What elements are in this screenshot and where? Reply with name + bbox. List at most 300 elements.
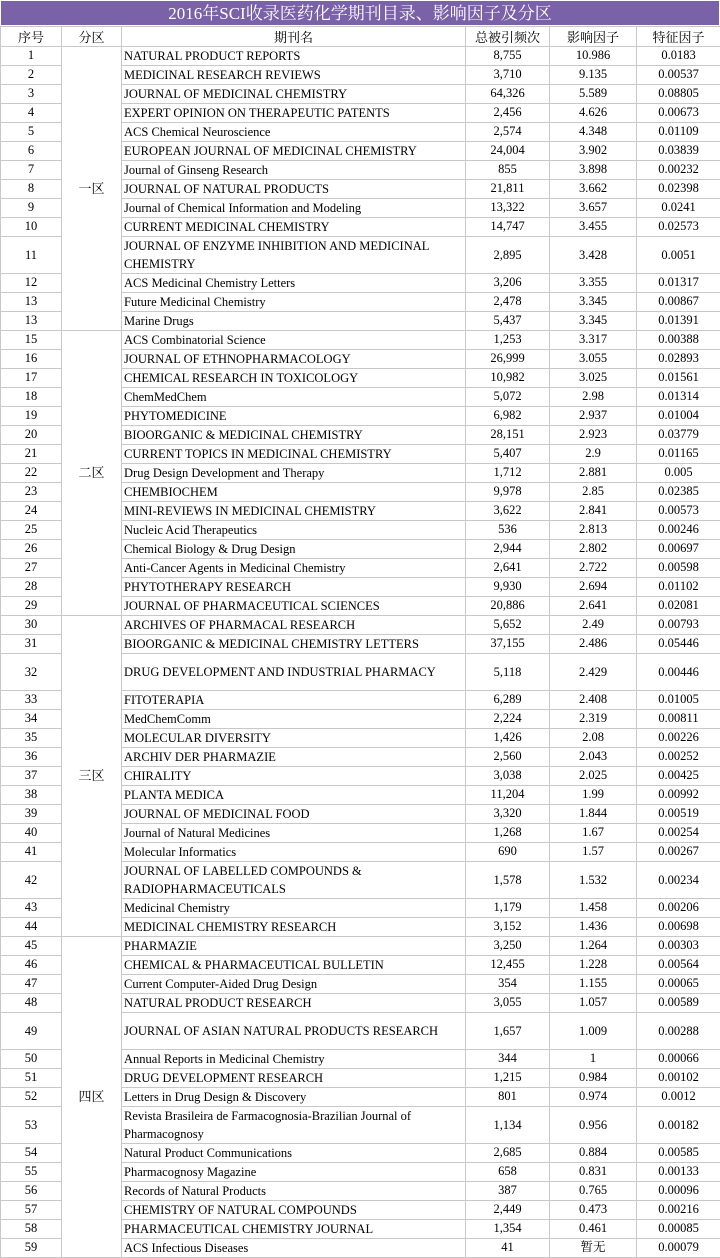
row-index: 15	[1, 331, 62, 350]
impact-factor: 2.49	[550, 616, 637, 635]
impact-factor: 0.974	[550, 1088, 637, 1107]
journal-name: FITOTERAPIA	[122, 691, 466, 710]
row-index: 53	[1, 1107, 62, 1144]
impact-factor: 1.532	[550, 862, 637, 899]
impact-factor: 2.98	[550, 388, 637, 407]
journal-table	[0, 26, 720, 1258]
row-index: 20	[1, 426, 62, 445]
row-index: 21	[1, 445, 62, 464]
row-index: 2	[1, 66, 62, 85]
eigenfactor: 0.00519	[637, 805, 720, 824]
journal-name: EUROPEAN JOURNAL OF MEDICINAL CHEMISTRY	[122, 142, 466, 161]
impact-factor: 2.429	[550, 654, 637, 691]
impact-factor: 2.408	[550, 691, 637, 710]
row-index: 36	[1, 748, 62, 767]
eigenfactor: 0.00573	[637, 502, 720, 521]
total-cites: 26,999	[466, 350, 550, 369]
eigenfactor: 0.00589	[637, 994, 720, 1013]
total-cites: 11,204	[466, 786, 550, 805]
impact-factor: 2.025	[550, 767, 637, 786]
total-cites: 2,449	[466, 1201, 550, 1220]
impact-factor: 1.67	[550, 824, 637, 843]
total-cites: 6,289	[466, 691, 550, 710]
journal-name: JOURNAL OF NATURAL PRODUCTS	[122, 180, 466, 199]
impact-factor: 2.722	[550, 559, 637, 578]
row-index: 52	[1, 1088, 62, 1107]
row-index: 45	[1, 937, 62, 956]
row-index: 10	[1, 218, 62, 237]
eigenfactor: 0.00102	[637, 1069, 720, 1088]
row-index: 47	[1, 975, 62, 994]
impact-factor: 1.264	[550, 937, 637, 956]
row-index: 6	[1, 142, 62, 161]
row-index: 31	[1, 635, 62, 654]
impact-factor: 2.841	[550, 502, 637, 521]
total-cites: 2,574	[466, 123, 550, 142]
eigenfactor: 0.00232	[637, 161, 720, 180]
row-index: 13	[1, 312, 62, 331]
impact-factor: 1.228	[550, 956, 637, 975]
row-index: 3	[1, 85, 62, 104]
row-index: 22	[1, 464, 62, 483]
journal-name: Annual Reports in Medicinal Chemistry	[122, 1050, 466, 1069]
impact-factor: 2.881	[550, 464, 637, 483]
journal-name: Revista Brasileira de Farmacognosia-Brazilian Journal of Pharmacognosy	[122, 1107, 466, 1144]
impact-factor: 2.043	[550, 748, 637, 767]
impact-factor: 暂无	[550, 1239, 637, 1258]
row-index: 40	[1, 824, 62, 843]
total-cites: 2,641	[466, 559, 550, 578]
impact-factor: 4.626	[550, 104, 637, 123]
journal-name: ACS Medicinal Chemistry Letters	[122, 274, 466, 293]
impact-factor: 3.355	[550, 274, 637, 293]
journal-name: PHYTOTHERAPY RESEARCH	[122, 578, 466, 597]
total-cites: 10,982	[466, 369, 550, 388]
row-index: 57	[1, 1201, 62, 1220]
zone-label: 四区	[62, 937, 122, 1258]
total-cites: 1,179	[466, 899, 550, 918]
row-index: 49	[1, 1013, 62, 1050]
row-index: 59	[1, 1239, 62, 1258]
row-index: 18	[1, 388, 62, 407]
eigenfactor: 0.00673	[637, 104, 720, 123]
impact-factor: 4.348	[550, 123, 637, 142]
journal-name: MEDICINAL CHEMISTRY RESEARCH	[122, 918, 466, 937]
total-cites: 3,320	[466, 805, 550, 824]
eigenfactor: 0.01005	[637, 691, 720, 710]
impact-factor: 3.428	[550, 237, 637, 274]
eigenfactor: 0.00133	[637, 1163, 720, 1182]
row-index: 12	[1, 274, 62, 293]
total-cites: 13,322	[466, 199, 550, 218]
journal-name: CURRENT MEDICINAL CHEMISTRY	[122, 218, 466, 237]
row-index: 1	[1, 47, 62, 66]
header-impact-factor: 影响因子	[550, 27, 637, 47]
total-cites: 41	[466, 1239, 550, 1258]
journal-name: ARCHIV DER PHARMAZIE	[122, 748, 466, 767]
row-index: 51	[1, 1069, 62, 1088]
eigenfactor: 0.00811	[637, 710, 720, 729]
eigenfactor: 0.02385	[637, 483, 720, 502]
total-cites: 8,755	[466, 47, 550, 66]
journal-name: Drug Design Development and Therapy	[122, 464, 466, 483]
row-index: 11	[1, 237, 62, 274]
row-index: 54	[1, 1144, 62, 1163]
row-index: 19	[1, 407, 62, 426]
impact-factor: 0.831	[550, 1163, 637, 1182]
row-index: 25	[1, 521, 62, 540]
journal-name: JOURNAL OF LABELLED COMPOUNDS & RADIOPHARMACEUTICALS	[122, 862, 466, 899]
impact-factor: 0.461	[550, 1220, 637, 1239]
header-zone: 分区	[62, 27, 122, 47]
impact-factor: 0.956	[550, 1107, 637, 1144]
row-index: 42	[1, 862, 62, 899]
row-index: 13	[1, 293, 62, 312]
eigenfactor: 0.00537	[637, 66, 720, 85]
total-cites: 1,354	[466, 1220, 550, 1239]
impact-factor: 1.057	[550, 994, 637, 1013]
eigenfactor: 0.02893	[637, 350, 720, 369]
row-index: 9	[1, 199, 62, 218]
journal-name: BIOORGANIC & MEDICINAL CHEMISTRY LETTERS	[122, 635, 466, 654]
impact-factor: 3.455	[550, 218, 637, 237]
eigenfactor: 0.0183	[637, 47, 720, 66]
row-index: 48	[1, 994, 62, 1013]
row-index: 24	[1, 502, 62, 521]
journal-name: Molecular Informatics	[122, 843, 466, 862]
eigenfactor: 0.02081	[637, 597, 720, 616]
impact-factor: 2.937	[550, 407, 637, 426]
impact-factor: 3.902	[550, 142, 637, 161]
eigenfactor: 0.00585	[637, 1144, 720, 1163]
eigenfactor: 0.00065	[637, 975, 720, 994]
journal-name: JOURNAL OF ETHNOPHARMACOLOGY	[122, 350, 466, 369]
table-row	[1, 616, 720, 635]
journal-name: DRUG DEVELOPMENT AND INDUSTRIAL PHARMACY	[122, 654, 466, 691]
eigenfactor: 0.00079	[637, 1239, 720, 1258]
journal-name: Natural Product Communications	[122, 1144, 466, 1163]
row-index: 16	[1, 350, 62, 369]
row-index: 39	[1, 805, 62, 824]
eigenfactor: 0.00254	[637, 824, 720, 843]
total-cites: 801	[466, 1088, 550, 1107]
row-index: 43	[1, 899, 62, 918]
impact-factor: 3.898	[550, 161, 637, 180]
total-cites: 344	[466, 1050, 550, 1069]
total-cites: 1,426	[466, 729, 550, 748]
journal-name: JOURNAL OF MEDICINAL FOOD	[122, 805, 466, 824]
journal-name: MOLECULAR DIVERSITY	[122, 729, 466, 748]
eigenfactor: 0.00226	[637, 729, 720, 748]
eigenfactor: 0.00697	[637, 540, 720, 559]
eigenfactor: 0.01317	[637, 274, 720, 293]
eigenfactor: 0.0241	[637, 199, 720, 218]
eigenfactor: 0.00234	[637, 862, 720, 899]
impact-factor: 1.844	[550, 805, 637, 824]
journal-name: JOURNAL OF MEDICINAL CHEMISTRY	[122, 85, 466, 104]
total-cites: 2,478	[466, 293, 550, 312]
impact-factor: 2.319	[550, 710, 637, 729]
total-cites: 2,456	[466, 104, 550, 123]
total-cites: 1,215	[466, 1069, 550, 1088]
eigenfactor: 0.00303	[637, 937, 720, 956]
impact-factor: 2.08	[550, 729, 637, 748]
eigenfactor: 0.00992	[637, 786, 720, 805]
table-row	[1, 47, 720, 66]
impact-factor: 3.345	[550, 293, 637, 312]
total-cites: 1,268	[466, 824, 550, 843]
journal-name: ACS Infectious Diseases	[122, 1239, 466, 1258]
journal-name: MedChemComm	[122, 710, 466, 729]
impact-factor: 2.694	[550, 578, 637, 597]
total-cites: 2,560	[466, 748, 550, 767]
eigenfactor: 0.02573	[637, 218, 720, 237]
journal-name: MINI-REVIEWS IN MEDICINAL CHEMISTRY	[122, 502, 466, 521]
impact-factor: 2.802	[550, 540, 637, 559]
impact-factor: 1.155	[550, 975, 637, 994]
total-cites: 1,712	[466, 464, 550, 483]
total-cites: 9,978	[466, 483, 550, 502]
journal-name: PHARMACEUTICAL CHEMISTRY JOURNAL	[122, 1220, 466, 1239]
impact-factor: 1.99	[550, 786, 637, 805]
journal-name: Future Medicinal Chemistry	[122, 293, 466, 312]
total-cites: 1,134	[466, 1107, 550, 1144]
eigenfactor: 0.00598	[637, 559, 720, 578]
impact-factor: 3.055	[550, 350, 637, 369]
journal-name: Journal of Natural Medicines	[122, 824, 466, 843]
total-cites: 12,455	[466, 956, 550, 975]
eigenfactor: 0.01165	[637, 445, 720, 464]
header-index: 序号	[1, 27, 62, 47]
total-cites: 1,253	[466, 331, 550, 350]
header-row	[1, 27, 720, 47]
impact-factor: 3.345	[550, 312, 637, 331]
row-index: 46	[1, 956, 62, 975]
row-index: 26	[1, 540, 62, 559]
journal-name: JOURNAL OF PHARMACEUTICAL SCIENCES	[122, 597, 466, 616]
journal-name: NATURAL PRODUCT RESEARCH	[122, 994, 466, 1013]
eigenfactor: 0.00252	[637, 748, 720, 767]
eigenfactor: 0.00085	[637, 1220, 720, 1239]
eigenfactor: 0.00246	[637, 521, 720, 540]
journal-name: CHEMICAL & PHARMACEUTICAL BULLETIN	[122, 956, 466, 975]
total-cites: 9,930	[466, 578, 550, 597]
impact-factor: 2.486	[550, 635, 637, 654]
total-cites: 6,982	[466, 407, 550, 426]
journal-name: CURRENT TOPICS IN MEDICINAL CHEMISTRY	[122, 445, 466, 464]
eigenfactor: 0.00564	[637, 956, 720, 975]
journal-name: Pharmacognosy Magazine	[122, 1163, 466, 1182]
table-body	[1, 47, 720, 1258]
journal-name: Records of Natural Products	[122, 1182, 466, 1201]
total-cites: 14,747	[466, 218, 550, 237]
journal-name: CHEMISTRY OF NATURAL COMPOUNDS	[122, 1201, 466, 1220]
journal-name: PLANTA MEDICA	[122, 786, 466, 805]
impact-factor: 0.473	[550, 1201, 637, 1220]
impact-factor: 1.009	[550, 1013, 637, 1050]
eigenfactor: 0.00267	[637, 843, 720, 862]
total-cites: 658	[466, 1163, 550, 1182]
impact-factor: 10.986	[550, 47, 637, 66]
header-total-cites: 总被引频次	[466, 27, 550, 47]
journal-name: JOURNAL OF ASIAN NATURAL PRODUCTS RESEARCH	[122, 1013, 466, 1050]
impact-factor: 5.589	[550, 85, 637, 104]
eigenfactor: 0.08805	[637, 85, 720, 104]
row-index: 17	[1, 369, 62, 388]
journal-name: ACS Chemical Neuroscience	[122, 123, 466, 142]
eigenfactor: 0.00867	[637, 293, 720, 312]
journal-name: ARCHIVES OF PHARMACAL RESEARCH	[122, 616, 466, 635]
total-cites: 1,657	[466, 1013, 550, 1050]
table-row	[1, 937, 720, 956]
eigenfactor: 0.00446	[637, 654, 720, 691]
total-cites: 3,152	[466, 918, 550, 937]
eigenfactor: 0.02398	[637, 180, 720, 199]
eigenfactor: 0.00216	[637, 1201, 720, 1220]
page-title: 2016年SCI收录医药化学期刊目录、影响因子及分区	[0, 0, 720, 26]
impact-factor: 1.436	[550, 918, 637, 937]
eigenfactor: 0.00288	[637, 1013, 720, 1050]
journal-name: CHEMICAL RESEARCH IN TOXICOLOGY	[122, 369, 466, 388]
row-index: 55	[1, 1163, 62, 1182]
total-cites: 21,811	[466, 180, 550, 199]
total-cites: 37,155	[466, 635, 550, 654]
journal-name: Anti-Cancer Agents in Medicinal Chemistry	[122, 559, 466, 578]
eigenfactor: 0.00425	[637, 767, 720, 786]
row-index: 33	[1, 691, 62, 710]
total-cites: 5,407	[466, 445, 550, 464]
total-cites: 3,055	[466, 994, 550, 1013]
eigenfactor: 0.0012	[637, 1088, 720, 1107]
total-cites: 2,944	[466, 540, 550, 559]
impact-factor: 2.641	[550, 597, 637, 616]
total-cites: 3,710	[466, 66, 550, 85]
impact-factor: 1.458	[550, 899, 637, 918]
total-cites: 3,622	[466, 502, 550, 521]
journal-name: Nucleic Acid Therapeutics	[122, 521, 466, 540]
eigenfactor: 0.00182	[637, 1107, 720, 1144]
eigenfactor: 0.03839	[637, 142, 720, 161]
impact-factor: 1	[550, 1050, 637, 1069]
total-cites: 5,118	[466, 654, 550, 691]
total-cites: 28,151	[466, 426, 550, 445]
row-index: 30	[1, 616, 62, 635]
row-index: 50	[1, 1050, 62, 1069]
total-cites: 690	[466, 843, 550, 862]
eigenfactor: 0.03779	[637, 426, 720, 445]
row-index: 4	[1, 104, 62, 123]
total-cites: 5,652	[466, 616, 550, 635]
row-index: 29	[1, 597, 62, 616]
impact-factor: 3.657	[550, 199, 637, 218]
total-cites: 2,224	[466, 710, 550, 729]
total-cites: 2,895	[466, 237, 550, 274]
journal-name: JOURNAL OF ENZYME INHIBITION AND MEDICINAL CHEMISTRY	[122, 237, 466, 274]
journal-name: CHIRALITY	[122, 767, 466, 786]
impact-factor: 2.85	[550, 483, 637, 502]
row-index: 58	[1, 1220, 62, 1239]
row-index: 28	[1, 578, 62, 597]
eigenfactor: 0.01109	[637, 123, 720, 142]
total-cites: 354	[466, 975, 550, 994]
eigenfactor: 0.01314	[637, 388, 720, 407]
journal-name: Marine Drugs	[122, 312, 466, 331]
eigenfactor: 0.01391	[637, 312, 720, 331]
journal-name: Current Computer-Aided Drug Design	[122, 975, 466, 994]
eigenfactor: 0.00066	[637, 1050, 720, 1069]
total-cites: 5,072	[466, 388, 550, 407]
journal-name: Chemical Biology & Drug Design	[122, 540, 466, 559]
zone-label: 二区	[62, 331, 122, 616]
total-cites: 3,206	[466, 274, 550, 293]
eigenfactor: 0.00096	[637, 1182, 720, 1201]
total-cites: 387	[466, 1182, 550, 1201]
impact-factor: 3.025	[550, 369, 637, 388]
eigenfactor: 0.005	[637, 464, 720, 483]
journal-name: NATURAL PRODUCT REPORTS	[122, 47, 466, 66]
eigenfactor: 0.00793	[637, 616, 720, 635]
row-index: 41	[1, 843, 62, 862]
total-cites: 64,326	[466, 85, 550, 104]
zone-label: 一区	[62, 47, 122, 331]
header-journal-name: 期刊名	[122, 27, 466, 47]
impact-factor: 2.923	[550, 426, 637, 445]
eigenfactor: 0.05446	[637, 635, 720, 654]
journal-name: Journal of Chemical Information and Modeling	[122, 199, 466, 218]
impact-factor: 2.813	[550, 521, 637, 540]
impact-factor: 0.884	[550, 1144, 637, 1163]
impact-factor: 3.662	[550, 180, 637, 199]
row-index: 34	[1, 710, 62, 729]
row-index: 27	[1, 559, 62, 578]
journal-name: DRUG DEVELOPMENT RESEARCH	[122, 1069, 466, 1088]
row-index: 5	[1, 123, 62, 142]
journal-name: PHYTOMEDICINE	[122, 407, 466, 426]
row-index: 38	[1, 786, 62, 805]
row-index: 37	[1, 767, 62, 786]
row-index: 44	[1, 918, 62, 937]
impact-factor: 2.9	[550, 445, 637, 464]
eigenfactor: 0.00698	[637, 918, 720, 937]
impact-factor: 0.984	[550, 1069, 637, 1088]
row-index: 35	[1, 729, 62, 748]
row-index: 56	[1, 1182, 62, 1201]
total-cites: 3,250	[466, 937, 550, 956]
total-cites: 1,578	[466, 862, 550, 899]
journal-name: PHARMAZIE	[122, 937, 466, 956]
table-row	[1, 331, 720, 350]
journal-name: BIOORGANIC & MEDICINAL CHEMISTRY	[122, 426, 466, 445]
zone-label: 三区	[62, 616, 122, 937]
journal-name: CHEMBIOCHEM	[122, 483, 466, 502]
journal-name: MEDICINAL RESEARCH REVIEWS	[122, 66, 466, 85]
total-cites: 20,886	[466, 597, 550, 616]
total-cites: 24,004	[466, 142, 550, 161]
eigenfactor: 0.01561	[637, 369, 720, 388]
total-cites: 855	[466, 161, 550, 180]
journal-name: Letters in Drug Design & Discovery	[122, 1088, 466, 1107]
eigenfactor: 0.01102	[637, 578, 720, 597]
impact-factor: 9.135	[550, 66, 637, 85]
journal-name: ChemMedChem	[122, 388, 466, 407]
header-eigenfactor: 特征因子	[637, 27, 720, 47]
journal-name: Medicinal Chemistry	[122, 899, 466, 918]
total-cites: 3,038	[466, 767, 550, 786]
eigenfactor: 0.01004	[637, 407, 720, 426]
total-cites: 536	[466, 521, 550, 540]
eigenfactor: 0.0051	[637, 237, 720, 274]
total-cites: 5,437	[466, 312, 550, 331]
